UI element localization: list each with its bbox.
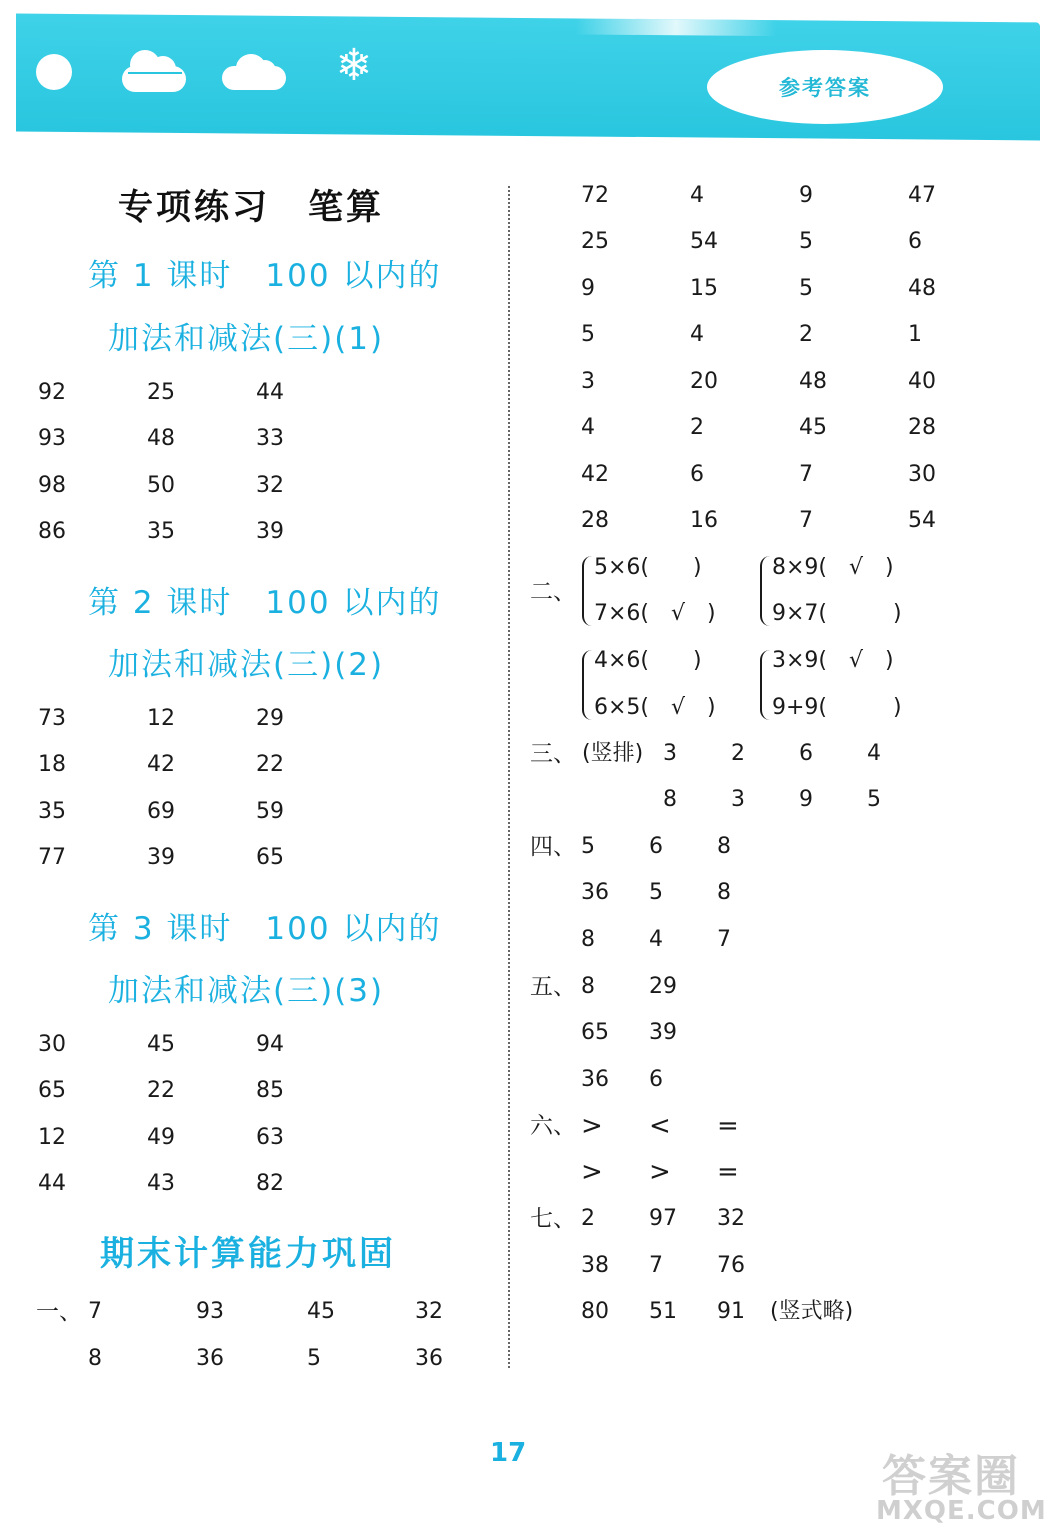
answer: 45 <box>307 1299 335 1324</box>
answer: 2 <box>581 1206 595 1231</box>
answer: 86 <box>38 519 66 544</box>
answer: 7 <box>649 1253 663 1278</box>
lesson-1-title-line2: 加法和减法(三)(1) <box>108 321 385 357</box>
answer: 45 <box>799 415 827 440</box>
section-label: 一、 <box>36 1299 82 1325</box>
section-label: 六、 <box>530 1113 576 1139</box>
answer: 36 <box>581 880 609 905</box>
answer: 93 <box>196 1299 224 1324</box>
answer: 6 <box>908 229 922 254</box>
answer: 6 <box>649 834 663 859</box>
answer: = <box>717 1157 739 1187</box>
answer: 9 <box>799 183 813 208</box>
answer: 8 <box>581 927 595 952</box>
answer: 42 <box>147 752 175 777</box>
answer: 93 <box>38 426 66 451</box>
answer: 2 <box>731 741 745 766</box>
answer: 4 <box>690 322 704 347</box>
answer: 1 <box>908 322 922 347</box>
answer: 4 <box>581 415 595 440</box>
answer: 4 <box>867 741 881 766</box>
answer: 4 <box>649 927 663 952</box>
answer: 8 <box>717 834 731 859</box>
answer: 25 <box>147 380 175 405</box>
watermark-line2: MXQE.COM <box>876 1496 1047 1526</box>
answer: 5 <box>799 276 813 301</box>
answer: 76 <box>717 1253 745 1278</box>
answer: 22 <box>147 1078 175 1103</box>
lesson-2-title-line2: 加法和减法(三)(2) <box>108 647 385 683</box>
lesson-2-title-line1: 第 2 课时 100 以内的 <box>88 585 442 621</box>
comparison-item: 5×6( ) <box>594 555 702 580</box>
answer: 7 <box>717 927 731 952</box>
answer: 44 <box>256 380 284 405</box>
answer: 65 <box>256 845 284 870</box>
answer: = <box>717 1111 739 1141</box>
answer: 65 <box>38 1078 66 1103</box>
sun-icon <box>36 54 72 90</box>
answer: 15 <box>690 276 718 301</box>
answer: 40 <box>908 369 936 394</box>
answer: > <box>649 1157 671 1187</box>
watermark-logo <box>876 1440 1046 1530</box>
answer: 3 <box>731 787 745 812</box>
answer: 6 <box>649 1067 663 1092</box>
answer: 80 <box>581 1299 609 1324</box>
answer: 69 <box>147 799 175 824</box>
answer: 35 <box>147 519 175 544</box>
answer: > <box>581 1111 603 1141</box>
answer: 30 <box>908 462 936 487</box>
answer: 85 <box>256 1078 284 1103</box>
answer: 8 <box>717 880 731 905</box>
answer: 16 <box>690 508 718 533</box>
answer: 39 <box>256 519 284 544</box>
answer: 30 <box>38 1032 66 1057</box>
answer: 44 <box>38 1171 66 1196</box>
section-note: (竖式略) <box>770 1299 854 1324</box>
answer: 72 <box>581 183 609 208</box>
answer: 5 <box>799 229 813 254</box>
section-label: 四、 <box>530 834 576 860</box>
answer: 9 <box>799 787 813 812</box>
answer: 12 <box>147 706 175 731</box>
answer: 3 <box>581 369 595 394</box>
answer-badge: 参考答案 <box>707 50 943 124</box>
answer: 28 <box>908 415 936 440</box>
answer: 91 <box>717 1299 745 1324</box>
answer: 5 <box>581 834 595 859</box>
answer: 39 <box>649 1020 677 1045</box>
answer: 47 <box>908 183 936 208</box>
answer: 36 <box>581 1067 609 1092</box>
section-note: (竖排) <box>582 741 644 766</box>
answer: 7 <box>799 462 813 487</box>
answer: 5 <box>649 880 663 905</box>
answer: 6 <box>799 741 813 766</box>
answer: 28 <box>581 508 609 533</box>
answer: 2 <box>799 322 813 347</box>
answer: 82 <box>256 1171 284 1196</box>
answer: 4 <box>690 183 704 208</box>
column-divider <box>508 186 510 1368</box>
answer: 48 <box>908 276 936 301</box>
page-title: 专项练习 笔算 <box>118 188 385 228</box>
lesson-1-title-line1: 第 1 课时 100 以内的 <box>88 258 442 294</box>
comparison-item: 4×6( ) <box>594 648 702 673</box>
answer: 54 <box>690 229 718 254</box>
answer: 73 <box>38 706 66 731</box>
answer: 51 <box>649 1299 677 1324</box>
answer: 36 <box>415 1346 443 1371</box>
answer: > <box>581 1157 603 1187</box>
answer: 12 <box>38 1125 66 1150</box>
answer: 77 <box>38 845 66 870</box>
cloud-line-decor <box>128 72 182 74</box>
answer: 49 <box>147 1125 175 1150</box>
comparison-item: 9×7( ) <box>772 601 902 626</box>
answer: 50 <box>147 473 175 498</box>
cloud-icon <box>122 66 186 92</box>
answer: 3 <box>663 741 677 766</box>
answer: 7 <box>799 508 813 533</box>
answer: 48 <box>147 426 175 451</box>
answer: 7 <box>88 1299 102 1324</box>
answer: 5 <box>581 322 595 347</box>
answer: 25 <box>581 229 609 254</box>
answer: 29 <box>256 706 284 731</box>
answer: 8 <box>663 787 677 812</box>
answer: 29 <box>649 974 677 999</box>
section-label: 三、 <box>530 741 576 767</box>
answer: 9 <box>581 276 595 301</box>
answer: 5 <box>307 1346 321 1371</box>
answer: 38 <box>581 1253 609 1278</box>
comparison-item: 6×5( √ ) <box>594 695 716 720</box>
answer: 65 <box>581 1020 609 1045</box>
answer: 94 <box>256 1032 284 1057</box>
answer: 32 <box>415 1299 443 1324</box>
answer: 48 <box>799 369 827 394</box>
brace <box>582 650 594 720</box>
answer: < <box>649 1111 671 1141</box>
answer: 33 <box>256 426 284 451</box>
answer: 6 <box>690 462 704 487</box>
cloud-icon-2 <box>222 66 286 90</box>
answer: 97 <box>649 1206 677 1231</box>
watermark-line1: 答案圈 <box>882 1451 1020 1502</box>
answer: 43 <box>147 1171 175 1196</box>
brace <box>760 556 772 626</box>
answer: 22 <box>256 752 284 777</box>
section-label: 二、 <box>530 579 576 605</box>
answer: 2 <box>690 415 704 440</box>
final-section-title: 期末计算能力巩固 <box>100 1234 396 1274</box>
answer: 35 <box>38 799 66 824</box>
answer: 32 <box>717 1206 745 1231</box>
answer: 5 <box>867 787 881 812</box>
banner-highlight <box>576 18 776 36</box>
brace <box>582 556 594 626</box>
page-number: 17 <box>490 1438 527 1468</box>
answer: 18 <box>38 752 66 777</box>
lesson-3-title-line2: 加法和减法(三)(3) <box>108 973 385 1009</box>
answer: 59 <box>256 799 284 824</box>
answer: 39 <box>147 845 175 870</box>
comparison-item: 3×9( √ ) <box>772 648 894 673</box>
answer: 92 <box>38 380 66 405</box>
answer: 54 <box>908 508 936 533</box>
lesson-3-title-line1: 第 3 课时 100 以内的 <box>88 911 442 947</box>
answer: 8 <box>88 1346 102 1371</box>
answer: 63 <box>256 1125 284 1150</box>
answer: 36 <box>196 1346 224 1371</box>
answer: 98 <box>38 473 66 498</box>
answer: 42 <box>581 462 609 487</box>
comparison-item: 8×9( √ ) <box>772 555 894 580</box>
answer: 32 <box>256 473 284 498</box>
section-label: 七、 <box>530 1206 576 1232</box>
snowflake-icon: ❄ <box>335 40 373 91</box>
brace <box>760 650 772 720</box>
comparison-item: 7×6( √ ) <box>594 601 716 626</box>
section-label: 五、 <box>530 974 576 1000</box>
answer: 8 <box>581 974 595 999</box>
answer: 45 <box>147 1032 175 1057</box>
answer: 20 <box>690 369 718 394</box>
comparison-item: 9+9( ) <box>772 695 902 720</box>
